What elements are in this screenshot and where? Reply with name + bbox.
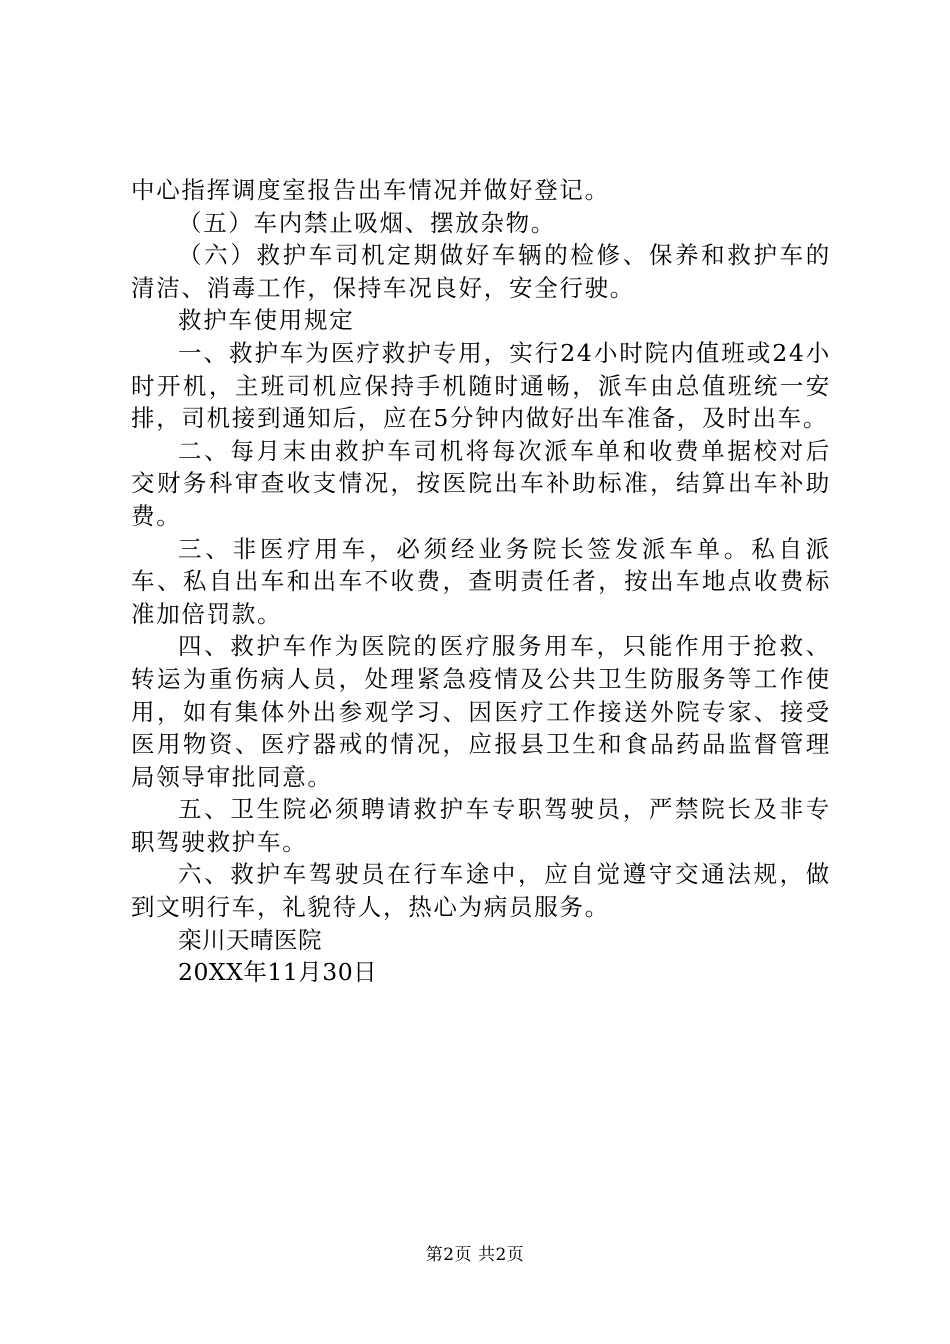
paragraph-item-1: 一、救护车为医疗救护专用，实行24小时院内值班或24小时开机，主班司机应保持手机随时通畅，派车由总值班统一安排，司机接到通知后，应在5分钟内做好出车准备，及时出车。 xyxy=(131,338,831,433)
paragraph-rule-6: （六）救护车司机定期做好车辆的检修、保养和救护车的清洁、消毒工作，保持车况良好，安全行驶。 xyxy=(131,241,831,302)
paragraph-item-6: 六、救护车驾驶员在行车途中，应自觉遵守交通法规，做到文明行车，礼貌待人，热心为病员服务。 xyxy=(131,860,831,922)
paragraph-item-2: 二、每月末由救护车司机将每次派车单和收费单据校对后交财务科审查收支情况，按医院出车补助标准，结算出车补助费。 xyxy=(131,436,831,530)
paragraph-rule-5: （五）车内禁止吸烟、摆放杂物。 xyxy=(178,208,556,237)
paragraph-dispatch-report: 中心指挥调度室报告出车情况并做好登记。 xyxy=(131,176,610,204)
section-heading: 救护车使用规定 xyxy=(178,306,355,335)
paragraph-item-5: 五、卫生院必须聘请救护车专职驾驶员，严禁院长及非专职驾驶救护车。 xyxy=(131,795,831,856)
paragraph-item-4: 四、救护车作为医院的医疗服务用车，只能作用于抢救、转运为重伤病人员，处理紧急疫情及公共卫生防服务等工作使用，如有集体外出参观学习、因医疗工作接送外院专家、接受医用物资、医疗器戒的情况，应报县卫生和食品药品监督管理局领导审批同意。 xyxy=(131,632,831,791)
document-body xyxy=(131,174,831,989)
paragraph-item-3: 三、非医疗用车，必须经业务院长签发派车单。私自派车、私自出车和出车不收费，查明责任者，按出车地点收费标准加倍罚款。 xyxy=(131,534,831,628)
page-footer xyxy=(0,1244,950,1266)
signature-date: 20XX年11月30日 xyxy=(178,958,378,987)
signature-organization: 栾川天晴医院 xyxy=(178,925,322,954)
page-number-label: 第2页 共2页 xyxy=(425,1245,525,1265)
